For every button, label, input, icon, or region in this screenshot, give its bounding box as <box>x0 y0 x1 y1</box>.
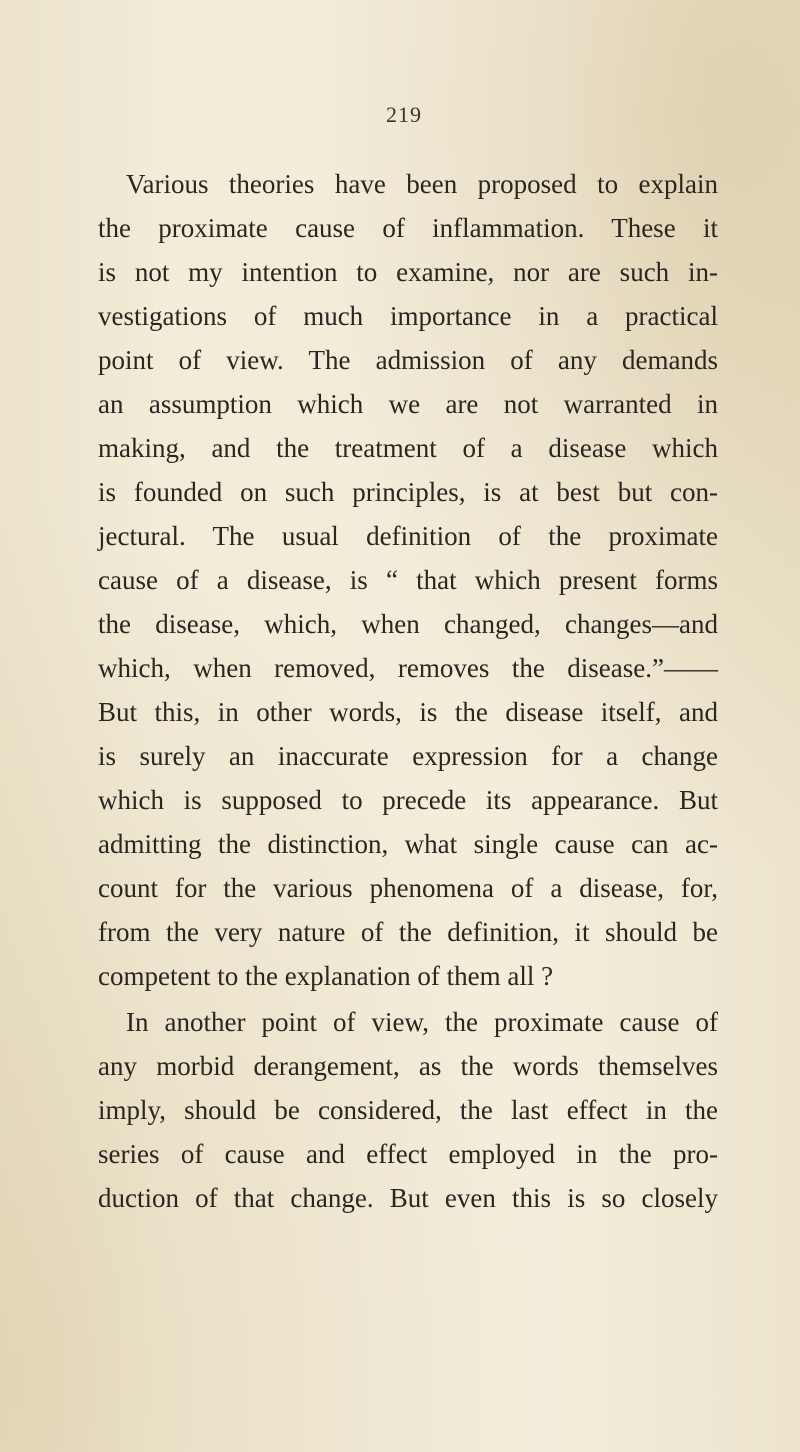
text-line: Various theories have been proposed to explain <box>126 169 718 199</box>
text-line: the proximate cause of inflammation. These it <box>98 213 718 243</box>
text-line: series of cause and effect employed in the pro- <box>98 1139 718 1169</box>
text-line: any morbid derangement, as the words themselves <box>98 1051 718 1081</box>
text-line: which is supposed to precede its appearance. But <box>98 785 718 815</box>
text-line: admitting the distinction, what single cause can ac- <box>98 829 718 859</box>
paragraph-1 <box>98 162 718 998</box>
text-line: making, and the treatment of a disease which <box>98 433 718 463</box>
text-line: which, when removed, removes the disease.”—— <box>98 653 718 683</box>
paragraph-2 <box>98 1000 718 1220</box>
text-line: imply, should be considered, the last effect in the <box>98 1095 718 1125</box>
text-line: In another point of view, the proximate cause of <box>126 1007 718 1037</box>
text-line: cause of a disease, is “ that which present forms <box>98 565 718 595</box>
text-line: is not my intention to examine, nor are such in- <box>98 257 718 287</box>
page-number: 219 <box>386 102 422 127</box>
text-line: duction of that change. But even this is so closely <box>98 1183 718 1213</box>
text-line: the disease, which, when changed, changes—and <box>98 609 718 639</box>
text-line: is founded on such principles, is at best but con- <box>98 477 718 507</box>
text-line: competent to the explanation of them all ? <box>98 961 554 991</box>
text-line: count for the various phenomena of a disease, for, <box>98 873 718 903</box>
text-line: But this, in other words, is the disease itself, and <box>98 697 718 727</box>
text-line: an assumption which we are not warranted in <box>98 389 718 419</box>
text-line: from the very nature of the definition, it should be <box>98 917 718 947</box>
text-line: point of view. The admission of any demands <box>98 345 718 375</box>
text-line: is surely an inaccurate expression for a change <box>98 741 718 771</box>
text-line: vestigations of much importance in a practical <box>98 301 718 331</box>
text-line: jectural. The usual definition of the proximate <box>98 521 718 551</box>
